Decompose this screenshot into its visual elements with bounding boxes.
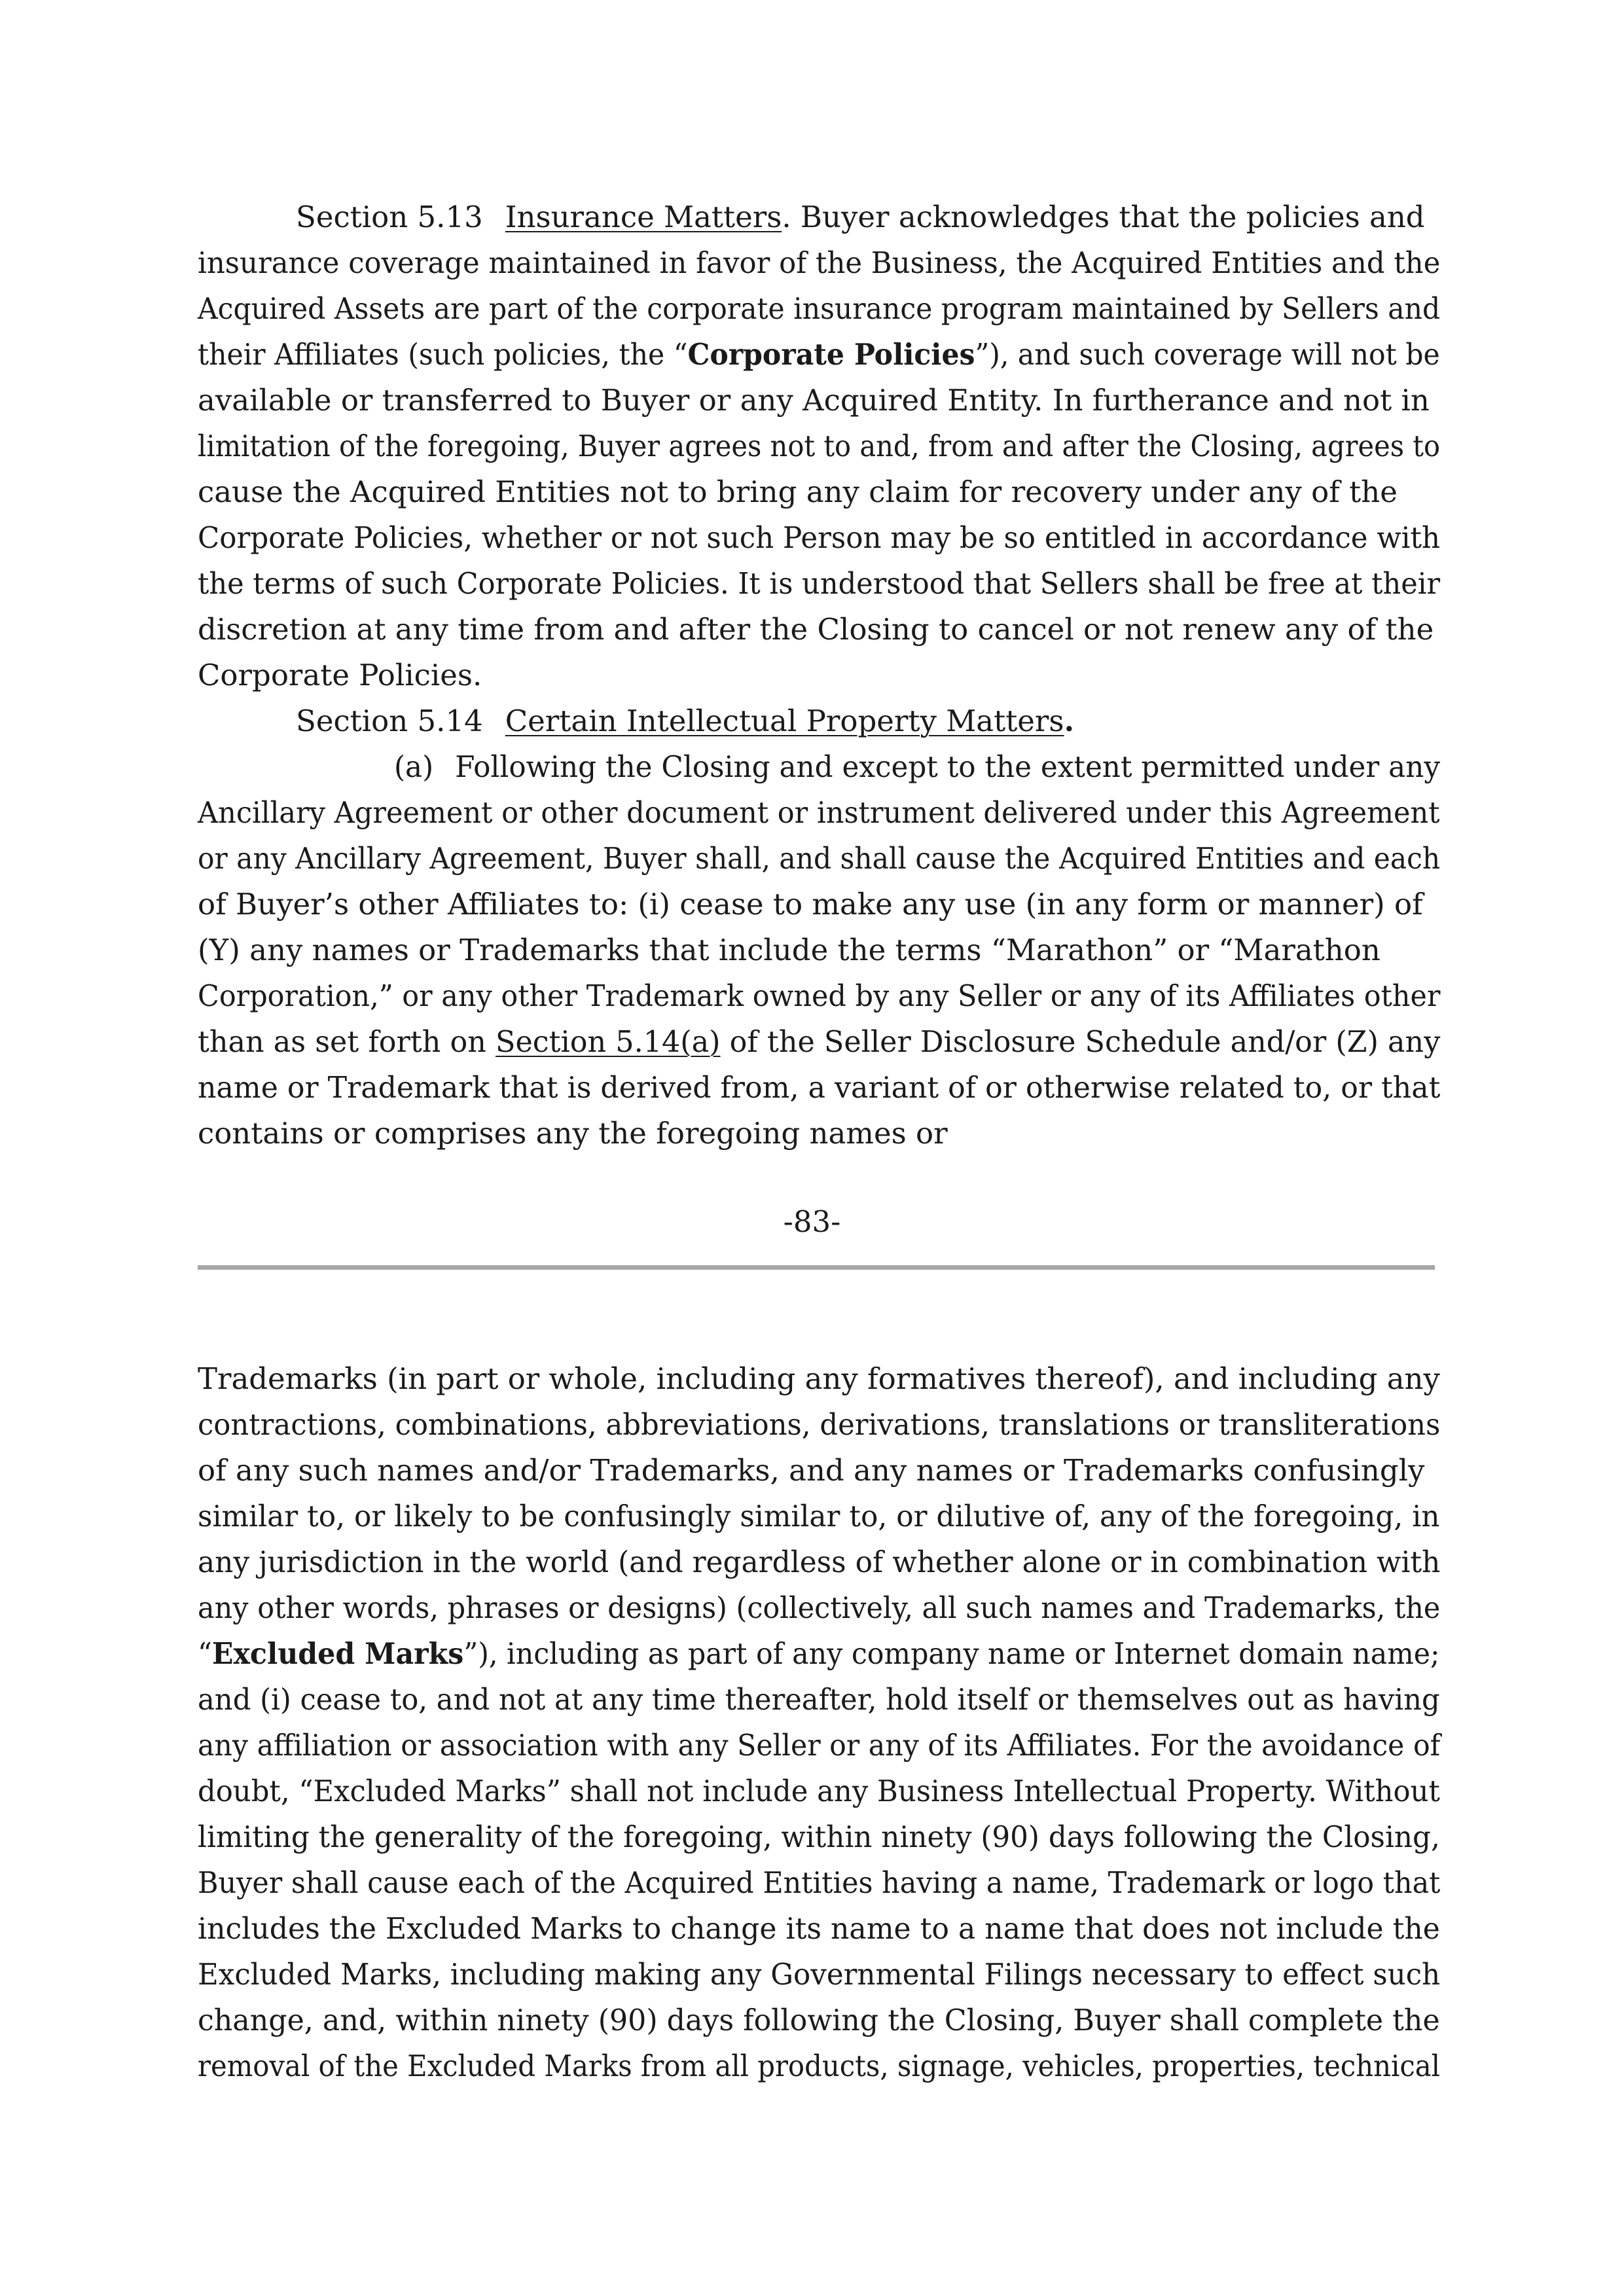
paragraph-line: the terms of such Corporate Policies. It is understood that Sellers shall be free at their bbox=[198, 566, 1441, 601]
paragraph-line: limiting the generality of the foregoing, within ninety (90) days following the Closing, bbox=[198, 1820, 1440, 1854]
paragraph-text: “ bbox=[198, 1636, 212, 1671]
page-divider bbox=[198, 1265, 1435, 1270]
paragraph-line: doubt, “Excluded Marks” shall not include any Business Intellectual Property. Without bbox=[198, 1774, 1440, 1808]
paragraph-line: Buyer shall cause each of the Acquired Entities having a name, Trademark or logo that bbox=[198, 1865, 1441, 1900]
subsection-label: (a) bbox=[394, 749, 434, 784]
paragraph-line: (Y) any names or Trademarks that include the terms “Marathon” or “Marathon bbox=[198, 933, 1380, 967]
paragraph-line: limitation of the foregoing, Buyer agrees not to and, from and after the Closing, agrees to bbox=[198, 429, 1441, 463]
paragraph-text: of the Seller Disclosure Schedule and/or (Z) any bbox=[720, 1024, 1441, 1059]
paragraph-text: than as set forth on bbox=[198, 1024, 496, 1059]
paragraph-line: Trademarks (in part or whole, including any formatives thereof), and including any bbox=[198, 1361, 1440, 1396]
paragraph-line: similar to, or likely to be confusingly similar to, or dilutive of, any of the foregoing, in bbox=[198, 1499, 1440, 1534]
section-number: Section 5.14 bbox=[296, 704, 483, 738]
paragraph-line: Corporation,” or any other Trademark owned by any Seller or any of its Affiliates other bbox=[198, 978, 1441, 1013]
paragraph-line bbox=[198, 332, 1440, 378]
paragraph-line: Acquired Assets are part of the corporate insurance program maintained by Sellers and bbox=[198, 291, 1441, 326]
section-title: Certain Intellectual Property Matters bbox=[505, 704, 1064, 738]
subsection-a-line bbox=[394, 744, 1440, 790]
paragraph-line: contains or comprises any the foregoing names or bbox=[198, 1116, 948, 1151]
paragraph-line: insurance coverage maintained in favor of the Business, the Acquired Entities and the bbox=[198, 245, 1441, 280]
paragraph-line: available or transferred to Buyer or any Acquired Entity. In furtherance and not in bbox=[198, 383, 1430, 418]
defined-term: Excluded Marks bbox=[211, 1636, 464, 1671]
section-5-13-heading-line bbox=[296, 194, 1425, 240]
paragraph-line: Corporate Policies, whether or not such Person may be so entitled in accordance with bbox=[198, 520, 1441, 555]
paragraph-line bbox=[198, 1631, 1439, 1677]
paragraph-line: name or Trademark that is derived from, a variant of or otherwise related to, or that bbox=[198, 1070, 1441, 1105]
paragraph-text: ”), and such coverage will not be bbox=[975, 337, 1440, 372]
paragraph-line: Corporate Policies. bbox=[198, 658, 482, 692]
paragraph-line: any jurisdiction in the world (and regardless of whether alone or in combination with bbox=[198, 1545, 1441, 1579]
paragraph-text: ”), including as part of any company name or Internet domain name; bbox=[463, 1636, 1440, 1671]
paragraph-line: change, and, within ninety (90) days following the Closing, Buyer shall complete the bbox=[198, 2003, 1440, 2037]
paragraph-line: includes the Excluded Marks to change its name to a name that does not include the bbox=[198, 1911, 1440, 1946]
paragraph-line: or any Ancillary Agreement, Buyer shall, and shall cause the Acquired Entities and each bbox=[198, 841, 1441, 876]
section-title: Insurance Matters bbox=[505, 200, 782, 234]
section-5-14-heading-line bbox=[296, 698, 1074, 744]
paragraph-line: cause the Acquired Entities not to bring any claim for recovery under any of the bbox=[198, 475, 1398, 509]
paragraph-text: Following the Closing and except to the extent permitted under any bbox=[455, 749, 1441, 784]
paragraph-line: discretion at any time from and after the Closing to cancel or not renew any of the bbox=[198, 612, 1434, 647]
paragraph-line: removal of the Excluded Marks from all products, signage, vehicles, properties, technical bbox=[198, 2049, 1441, 2083]
paragraph-line: and (i) cease to, and not at any time thereafter, hold itself or themselves out as having bbox=[198, 1682, 1440, 1717]
section-title-period: . bbox=[1064, 704, 1075, 738]
paragraph-line: of Buyer’s other Affiliates to: (i) cease to make any use (in any form or manner) of bbox=[198, 887, 1423, 922]
defined-term: Corporate Policies bbox=[687, 337, 975, 372]
page-number: -83- bbox=[783, 1204, 841, 1239]
paragraph-text: their Affiliates (such policies, the “ bbox=[198, 337, 688, 372]
paragraph-line: any affiliation or association with any Seller or any of its Affiliates. For the avoidance of bbox=[198, 1728, 1441, 1763]
paragraph-line: Ancillary Agreement or other document or instrument delivered under this Agreement bbox=[198, 795, 1440, 830]
section-number: Section 5.13 bbox=[296, 200, 483, 234]
paragraph-line: Excluded Marks, including making any Governmental Filings necessary to effect such bbox=[198, 1957, 1441, 1992]
paragraph-line: of any such names and/or Trademarks, and any names or Trademarks confusingly bbox=[198, 1453, 1425, 1488]
paragraph-line: any other words, phrases or designs) (collectively, all such names and Trademarks, the bbox=[198, 1590, 1441, 1625]
paragraph-text: . Buyer acknowledges that the policies and bbox=[782, 200, 1425, 234]
cross-reference: Section 5.14(a) bbox=[496, 1024, 721, 1059]
paragraph-line: contractions, combinations, abbreviations, derivations, translations or transliterations bbox=[198, 1407, 1441, 1442]
paragraph-line bbox=[198, 1019, 1440, 1065]
